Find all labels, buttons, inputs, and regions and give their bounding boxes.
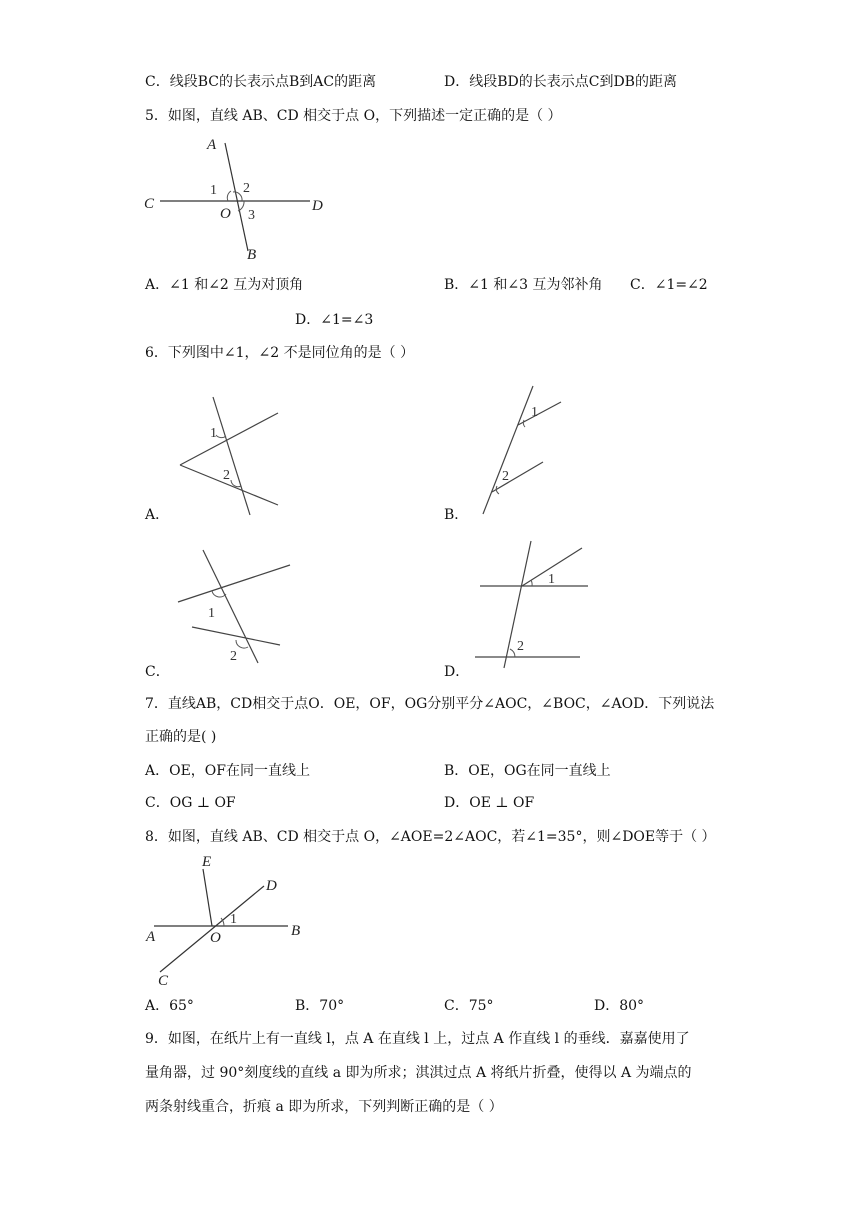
ray-oe (203, 869, 212, 926)
q6d-angle-1: 1 (548, 572, 555, 587)
label-b: B (247, 247, 257, 263)
q9-line3: 两条射线重合，折痕 a 即为所求，下列判断正确的是（ ） (145, 1099, 503, 1115)
q9-line1: 9．如图，在纸片上有一直线 l，点 A 在直线 l 上，过点 A 作直线 l 的垂线．嘉嘉使用了 (145, 1031, 690, 1047)
q6-label-d: D． (444, 664, 470, 680)
q4-option-c: C．线段BC的长表示点B到AC的距离 (145, 74, 377, 90)
angle-3-label: 3 (248, 208, 255, 223)
label-b: B (291, 923, 301, 939)
q7-option-c: C．OG ⊥ OF (145, 795, 236, 811)
q6b-angle-2: 2 (502, 469, 509, 484)
label-o: O (210, 930, 221, 946)
q8-option-a: A．65° (145, 998, 194, 1014)
q8-option-c: C．75° (444, 998, 494, 1014)
q6-label-b: B． (444, 507, 469, 523)
q8-stem: 8．如图，直线 AB、CD 相交于点 O，∠AOE=2∠AOC，若∠1=35°，则∠DOE等于（ ） (145, 829, 716, 845)
q8-option-d: D．80° (594, 998, 645, 1014)
label-d: D (312, 198, 323, 214)
q6-figure-b (475, 380, 570, 520)
label-a: A (146, 929, 156, 945)
q6-stem: 6．下列图中∠1，∠2 不是同位角的是（ ） (145, 345, 415, 361)
q6a-angle-1: 1 (210, 426, 217, 441)
label-d: D (266, 878, 277, 894)
angle-1-arc (227, 191, 231, 201)
q8-option-b: B．70° (295, 998, 345, 1014)
q7-option-a: A．OE，OF在同一直线上 (145, 763, 310, 779)
label-e: E (202, 854, 212, 870)
label-c: C (144, 196, 155, 212)
angle-2-label: 2 (243, 181, 250, 196)
angle-1-label: 1 (230, 912, 237, 927)
q5-option-d: D．∠1=∠3 (295, 312, 374, 328)
q5-option-c: C．∠1=∠2 (630, 277, 708, 293)
q6-figure-d (470, 538, 595, 670)
q6a-angle-2: 2 (223, 468, 230, 483)
q7-stem-line2: 正确的是( ) (145, 729, 217, 745)
q9-line2: 量角器，过 90°刻度线的直线 a 即为所求；淇淇过点 A 将纸片折叠，使得以 A 为端点的 (145, 1065, 692, 1081)
q5-figure (140, 133, 340, 265)
q6b-angle-1: 1 (531, 405, 538, 420)
q4-option-d: D．线段BD的长表示点C到DB的距离 (444, 74, 677, 90)
line-cd (160, 886, 264, 972)
label-a: A (207, 137, 217, 153)
line-ab (225, 143, 248, 251)
q6-label-c: C． (145, 664, 170, 680)
q6-label-a: A． (145, 507, 170, 523)
q7-option-d: D．OE ⊥ OF (444, 795, 535, 811)
q7-stem-line1: 7．直线AB，CD相交于点O．OE，OF，OG分别平分∠AOC，∠BOC，∠AOD．下列说法 (145, 696, 715, 712)
q5-option-a: A．∠1 和∠2 互为对顶角 (145, 277, 304, 293)
q6c-angle-2: 2 (230, 649, 237, 664)
q5-option-b: B．∠1 和∠3 互为邻补角 (444, 277, 603, 293)
q5-stem: 5．如图，直线 AB、CD 相交于点 O，下列描述一定正确的是（ ） (145, 108, 562, 124)
label-o: O (220, 206, 231, 222)
q6d-angle-2: 2 (517, 639, 524, 654)
q8-figure (140, 852, 315, 992)
angle-1-label: 1 (210, 183, 217, 198)
q6c-angle-1: 1 (208, 606, 215, 621)
q6-figure-a (170, 395, 290, 520)
q6-figure-c (170, 545, 300, 670)
q7-option-b: B．OE，OG在同一直线上 (444, 763, 611, 779)
label-c: C (158, 973, 169, 989)
